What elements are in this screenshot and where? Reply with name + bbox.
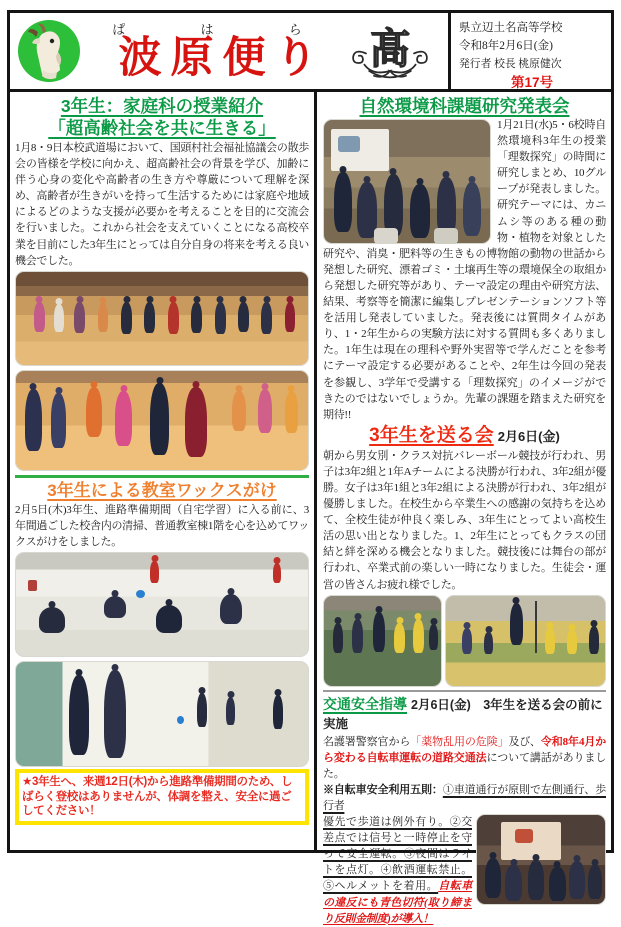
waxing-body: 2月5日(木)3年生、進路準備期間（自宅学習）に入る前に、3年間過ごした校舎内の清掃、普通教室棟1階を心を込めてワックスがけをしました。 [15,503,309,548]
issue-number: 第17号 [510,75,554,91]
newsletter-title: 波原便り [118,32,327,83]
farewell-photos [323,595,606,687]
traffic-rules-line1: ※自転車安全利用五則：①車道通行が原則で左側通行、歩行者 [323,783,606,812]
photo-volleyball-2 [445,595,606,687]
traffic-intro: 名護署警察官から「薬物乱用の危険」及び、令和8年4月から変わる自転車運転の道路交通法について講話がありました。 [323,735,607,780]
section-title-research: 自然環境科課題研究発表会 [359,96,570,116]
section-title-farewell: 3年生を送る会 2月6日(金) [369,424,560,446]
section-title-home-economics: 3年生：家庭科の授業紹介 「超高齢社会を共に生きる」 [48,96,276,138]
photo-gym-line [15,271,309,366]
photo-presentation [323,119,491,244]
masthead [88,13,448,89]
photo-wax-hall [15,661,309,767]
green-divider [15,475,309,478]
section-title-traffic: 交通安全指導 2月6日(金) 3年生を送る会の前に実施 [323,695,603,731]
photo-wax-room [15,552,309,657]
section-title-waxing: 3年生による教室ワックスがけ [47,480,277,500]
traffic-rules-block [323,814,606,927]
farewell-body: 朝から男女別・クラス対抗バレーボール競技が行われ、男子は3年2組と1年Aチームによる決勝が行われ、3年2組が優勝。女子は3年1組と3年2組による決勝が行われ、3年2組が優勝しました。在校生から卒業生への感謝の気持ちを込めて、全校生徒が仲良く楽しみ、3年生にとってよい高校生活の思い出となりました。1、2年生にとってもクラスの団結と絆を深める機会となりました。競技後には舞台の部が行われ、卒業式前の楽しい一時になりました。生徒会・運営の皆さんお疲れ様でした。 [323,449,606,591]
research-block [323,117,606,423]
body-columns [10,92,611,925]
research-body: 1月21日(水)5・6校時自然環境科3年生の授業「理数探究」の時間に研究しまとめ、10グループが発表しました。研究テーマには、カニムシ等のある種の動物・植物を対象とした研究や、消臭・肥料等の生きもの博物館の動物の世話から発想した研究、漂着ゴミ・土壌再生等の環境保全の取組から発想した研究等があり、テーマ設定の理由や研究方法、結果、考察等を簡潔に編集しプレゼンテーションソフト等を活用し発表していました。発表後には質問タイムがあり、1・2年生からの実験方法に対する質問も多くありました。1年生は現在の理科や野外実習等で学んだことを参考にテーマ設定する必要があることや、2年生は今回の発表を参観し、3学年で受講する「理数探究」のイメージができたのではないでしょうか。先輩の課題を踏まえた研究を期待!! [323,119,606,421]
svg-text:髙: 髙 [368,24,411,73]
title-furigana: ぱ は ら [112,21,338,37]
notice-box: ★3年生へ、来週12日(木)から進路準備期間のため、しばらく登校はありませんが、体調を整え、安全に過ごしてください！ [15,769,309,825]
issue-date: 令和8年2月6日(金) [459,39,553,52]
traffic-rules-text: 優先で歩道は例外有り。②交差点では信号と一時停止を守って安全運転。③夜間はライトを点灯。④飲酒運転禁止。⑤ヘルメットを着用。自転車の違反にも青色切符(取り締まり反則金制度)が導入！ [323,816,472,925]
publisher: 発行者 校長 桃原健次 [459,57,562,70]
photo-volleyball-1 [323,595,442,687]
section-divider [323,690,606,692]
photo-gym-dance [15,370,309,471]
photo-traffic-lecture [476,814,606,905]
issue-info-box [448,13,611,89]
page-frame [7,10,614,925]
header [10,13,611,92]
school-name: 県立辺土名高等学校 [459,22,563,34]
right-column [317,92,611,925]
school-emblem-icon [342,18,438,84]
home-economics-body: 1月8・9日本校武道場において、国頭村社会福祉協議会の散歩会の皆様を学校に向かえ、超高齢社会の背景を学び、加齢に伴う心身の変化や高齢者の生き方や尊厳について理解を深め、高齢者が生きがいを持って生活するためには家庭や地域によるどのような支援が必要かを考えることを目的に交流会を行いました。これから社会を支えていくことになる高校卒業を目前にした3年生にとっては自分自身の将来を考える良い機会でした。 [15,142,309,267]
left-column [10,92,317,850]
goat-logo-icon [10,13,88,89]
